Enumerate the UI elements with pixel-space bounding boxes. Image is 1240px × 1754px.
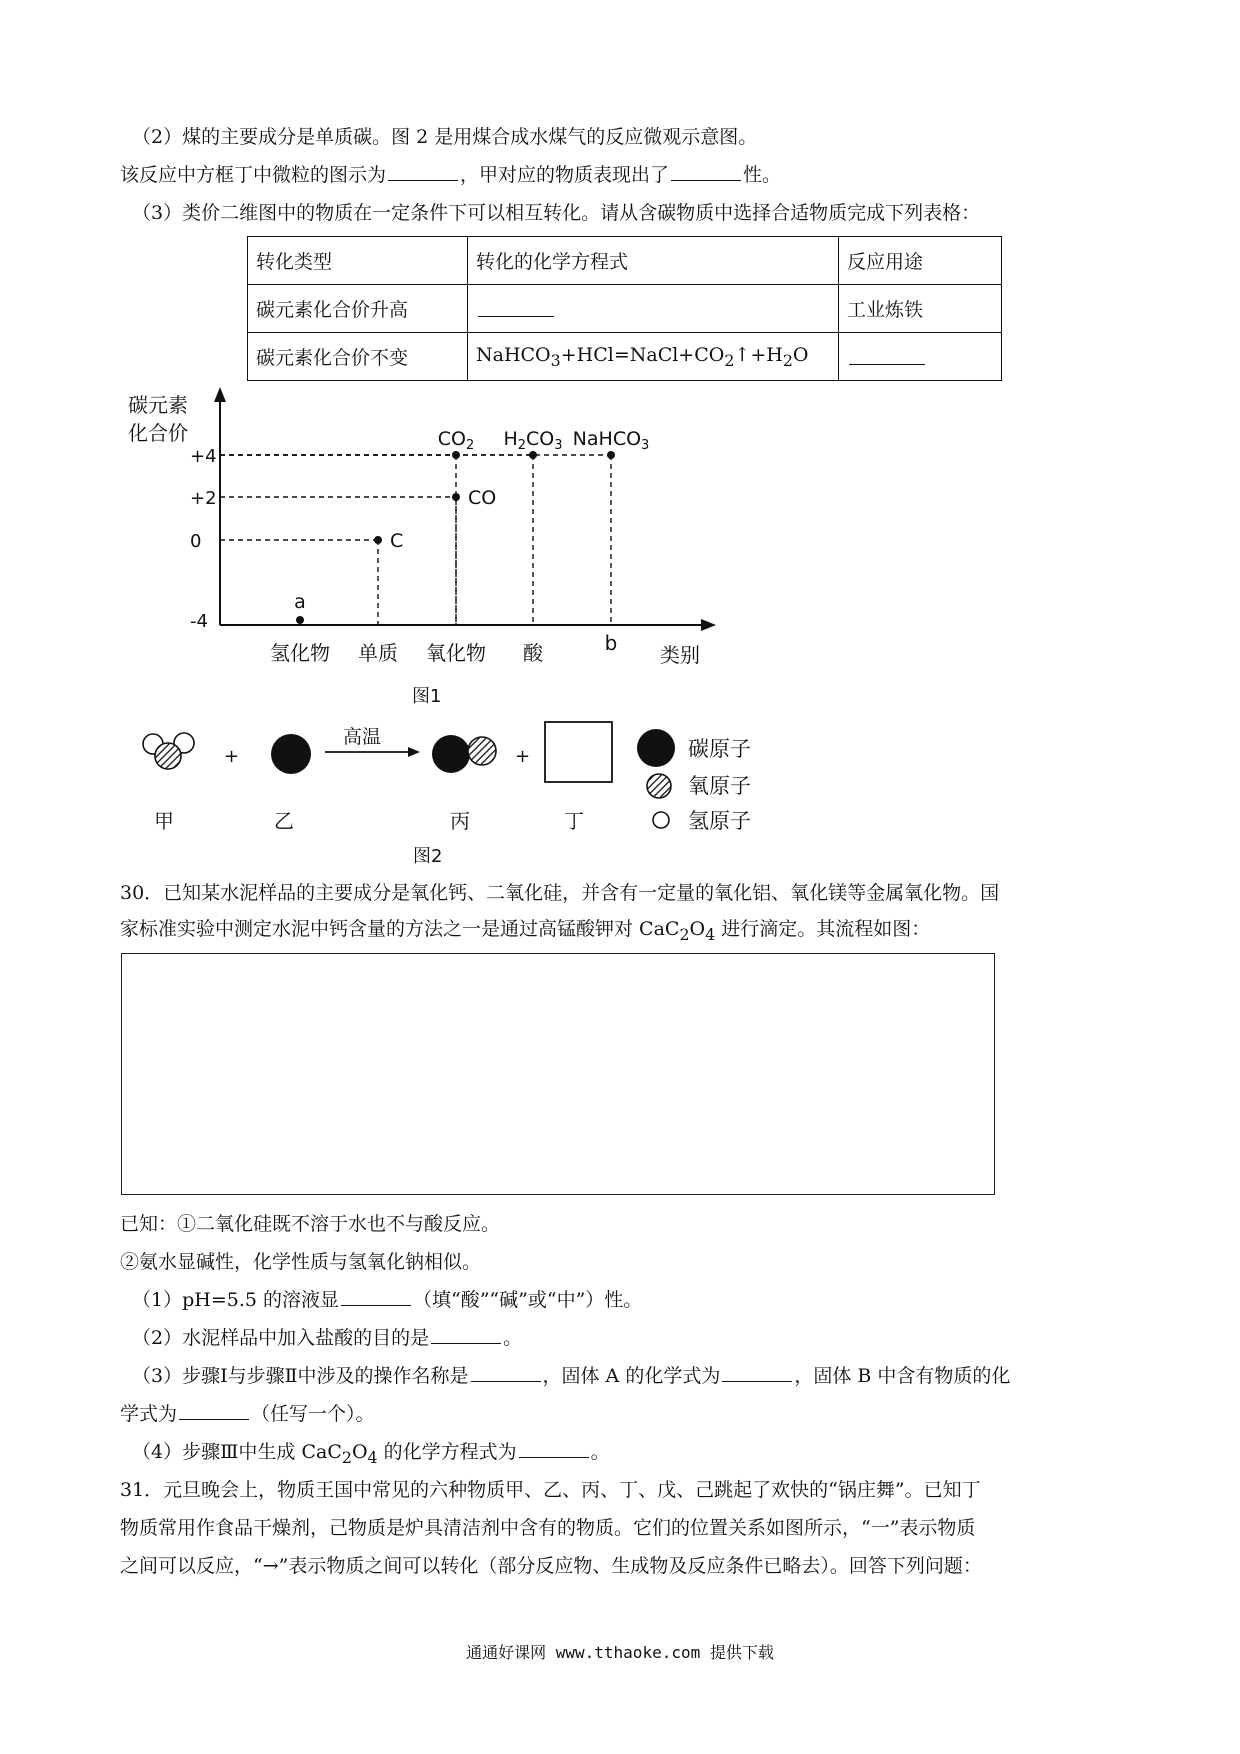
text: （2）水泥样品中加入盐酸的目的是 xyxy=(132,1327,430,1349)
text: O xyxy=(689,918,706,940)
q30-known1: 已知：①二氧化硅既不溶于水也不与酸反应。 xyxy=(120,1213,501,1235)
q30-line2 xyxy=(120,914,930,950)
point-label: C xyxy=(390,530,404,552)
eq-text: O xyxy=(792,343,809,366)
point-label: $H_2CO_3$ xyxy=(503,428,563,453)
blank xyxy=(341,1285,411,1306)
text: （填“酸”“碱”或“中”）性。 xyxy=(413,1289,643,1311)
eq-text: +HCl=NaCl+CO xyxy=(560,343,725,366)
text: （任写一个）。 xyxy=(251,1403,375,1425)
point-label: $CO_2$ xyxy=(437,428,475,453)
q30-sub3-cont xyxy=(120,1399,375,1429)
carbon-monoxide-molecule-icon xyxy=(432,735,496,773)
eq-text: ↑+H xyxy=(734,343,783,366)
x-axis-label: 类别 xyxy=(660,643,700,667)
product-name: 丁 xyxy=(564,809,584,833)
q30-sub3 xyxy=(132,1361,1010,1391)
sub: 2 xyxy=(679,924,690,944)
point-label: NaHCO$_3$ xyxy=(572,428,650,453)
text: 学式为 xyxy=(120,1403,178,1425)
water-molecule-icon xyxy=(143,733,194,769)
text: 家标准实验中测定水泥中钙含量的方法之一是通过高锰酸钾对 CaC xyxy=(120,918,680,940)
text: （1）pH=5.5 的溶液显 xyxy=(132,1289,339,1311)
legend-label: 碳原子 xyxy=(688,737,751,761)
text: O xyxy=(351,1441,368,1463)
y-tick-label: 0 xyxy=(190,531,202,552)
text: （4）步骤Ⅲ中生成 CaC xyxy=(132,1441,342,1463)
carbon-atom-icon xyxy=(271,734,311,774)
blank xyxy=(519,1437,589,1458)
flowchart-placeholder-box xyxy=(121,953,995,1195)
text: ，固体 A 的化学式为 xyxy=(542,1365,721,1387)
carbon-atom-legend-icon xyxy=(637,729,675,767)
legend-label: 氢原子 xyxy=(688,809,751,833)
eq-sub: 2 xyxy=(724,350,735,370)
point-label: a xyxy=(294,591,306,613)
q30-sub1 xyxy=(132,1285,642,1315)
q29-part3-line: （3）类价二维图中的物质在一定条件下可以相互转化。请从含碳物质中选择合适物质完成下列表格： xyxy=(132,202,981,224)
header-cell: 反应用途 xyxy=(839,237,1002,285)
header-cell: 转化类型 xyxy=(248,237,468,285)
x-category-label: 酸 xyxy=(523,641,543,665)
text: 。 xyxy=(590,1441,610,1463)
sub: 4 xyxy=(705,924,716,944)
y-axis-label: 碳元素 xyxy=(128,393,188,417)
figure2-caption: 图2 xyxy=(413,846,443,867)
figure1-caption: 图1 xyxy=(412,686,442,707)
x-category-label: 单质 xyxy=(358,641,398,665)
y-axis-label: 化合价 xyxy=(128,421,188,445)
legend-label: 氧原子 xyxy=(688,774,751,798)
product-name: 丙 xyxy=(450,809,470,833)
x-category-label: b xyxy=(604,631,618,655)
text: 该反应中方框丁中微粒的图示为 xyxy=(120,164,387,186)
cell-use: 工业炼铁 xyxy=(839,285,1002,333)
text: 的化学方程式为 xyxy=(377,1441,517,1463)
q31-line2: 物质常用作食品干燥剂，己物质是炉具清洁剂中含有的物质。它们的位置关系如图所示，“一”表示物质 xyxy=(120,1517,976,1539)
q31-line1: 31．元旦晚会上，物质王国中常见的六种物质甲、乙、丙、丁、戊、己跳起了欢快的“锅庄舞”。已知丁 xyxy=(120,1479,981,1501)
text: 进行滴定。其流程如图： xyxy=(715,918,931,940)
eq-sub: 3 xyxy=(550,350,561,370)
text: ，甲对应的物质表现出了 xyxy=(460,164,670,186)
blank xyxy=(179,1399,249,1420)
text: 。 xyxy=(503,1327,523,1349)
reaction-condition: 高温 xyxy=(343,726,382,748)
x-category-label: 氢化物 xyxy=(270,641,330,665)
hydrogen-atom-legend-icon xyxy=(653,812,669,828)
text: （3）步骤Ⅰ与步骤Ⅱ中涉及的操作名称是 xyxy=(132,1365,469,1387)
q30-line1: 30．已知某水泥样品的主要成分是氧化钙、二氧化硅，并含有一定量的氧化铝、氧化镁等金属氧化物。国 xyxy=(120,882,1000,904)
empty-box-ding xyxy=(545,722,612,782)
y-tick-label: -4 xyxy=(190,611,208,632)
cell-type: 碳元素化合价不变 xyxy=(248,333,468,381)
q30-known2: ②氨水显碱性，化学性质与氢氧化钠相似。 xyxy=(120,1251,482,1273)
blank xyxy=(431,1323,501,1344)
q31-line3: 之间可以反应，“→”表示物质之间可以转化（部分反应物、生成物及反应条件已略去）。回答下列问题： xyxy=(120,1555,982,1577)
blank xyxy=(471,1361,541,1382)
sub: 2 xyxy=(341,1447,352,1467)
plus-sign: + xyxy=(224,746,240,767)
text: 性。 xyxy=(743,164,782,186)
arrow-head-icon xyxy=(408,747,420,757)
q30-sub2 xyxy=(132,1323,522,1353)
reactant-name: 甲 xyxy=(154,809,174,833)
x-category-label: 氧化物 xyxy=(426,641,486,665)
y-tick-label: +2 xyxy=(190,488,217,509)
q29-part2-line1: （2）煤的主要成分是单质碳。图 2 是用煤合成水煤气的反应微观示意图。 xyxy=(132,126,758,148)
eq-text: NaHCO xyxy=(476,343,551,366)
reactant-name: 乙 xyxy=(274,809,294,833)
cell-type: 碳元素化合价升高 xyxy=(248,285,468,333)
page-footer: 通通好课网 www.tthaoke.com 提供下载 xyxy=(466,1643,774,1662)
q30-sub4 xyxy=(132,1437,610,1473)
eq-sub: 2 xyxy=(782,350,793,370)
blank xyxy=(722,1361,792,1382)
plus-sign: + xyxy=(515,746,531,767)
header-cell: 转化的化学方程式 xyxy=(468,237,839,285)
y-tick-label: +4 xyxy=(190,446,217,467)
text: ，固体 B 中含有物质的化 xyxy=(794,1365,1011,1387)
point-label: CO xyxy=(468,487,497,509)
oxygen-atom-legend-icon xyxy=(647,774,671,798)
sub: 4 xyxy=(367,1447,378,1467)
